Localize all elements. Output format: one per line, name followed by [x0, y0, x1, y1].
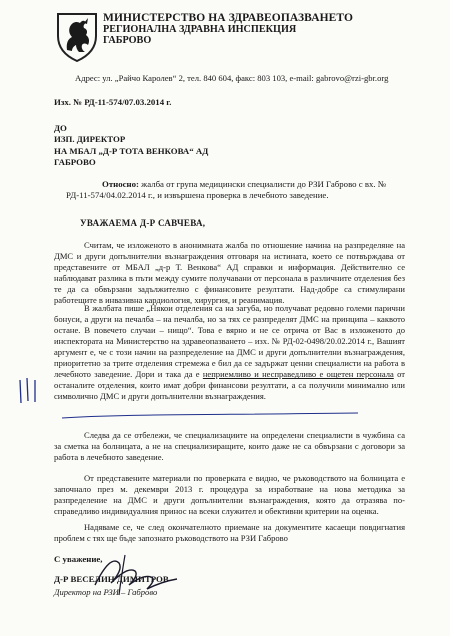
coat-of-arms-icon	[54, 10, 100, 62]
paragraph-1: Считам, че изложеното в анонимната жалба по отношение начина на разпределяне на ДМС и други допълнителни възнаграждения отговаря на истината, което се потвърждава от представените от МБАЛ „д-р Т. Венкова“ АД справки и информация. Действително се наблюдават разлика в пъти между сумите получавани от персонала в различните отделения без те да са обвързани задължително с финансовите резултати. Над-добре са стимулирани работещите в инвазивна кардиология, хирургия, и реанимация.	[54, 240, 405, 306]
subject-label: Относно:	[102, 179, 139, 189]
recipient-block	[54, 123, 208, 169]
address-line: Адрес: ул. „Райчо Каролев“ 2, тел. 840 604, факс: 803 103, e-mail: gabrovo@rzi-gbr.org	[75, 73, 389, 83]
inspection-name: РЕГИОНАЛНА ЗДРАВНА ИНСПЕКЦИЯ	[103, 24, 297, 35]
subject-text: жалба от група медицински специалисти до РЗИ Габрово с вх. № РД-11-574/04.02.2014 г., и извършена проверка в лечебното заведение.	[66, 179, 387, 201]
paragraph-5: Надяваме се, че след окончателното приемане на документите касаещи повдигнатия проблем с тях ще бъде запознато ръководството на РЗИ Габрово	[54, 522, 405, 544]
subject-line	[66, 179, 406, 201]
underlined-phrase: неприемливо и несправедливо е ощетен персонала	[202, 369, 394, 380]
recipient-line-3: НА МБАЛ „Д-Р ТОТА ВЕНКОВА“ АД	[54, 145, 209, 156]
city-name: ГАБРОВО	[103, 35, 152, 46]
paragraph-3: Следва да се отбележи, че специализациите на определени специалисти в чужбина са за сметка на болницата, а не на специализиращите, които даже не са обвързани с договори за работа в лечебното заведение.	[54, 430, 405, 463]
signature-icon	[85, 545, 195, 600]
paragraph-2-start: В жалбата пише „Някои отделения са на загуба, но получават редовно големи парични бонуси, а други на печалба – на печалба, но за тях се разпределят ДМС на принципа – каквото остане. В повечето случаи – нищо“. Това е вярно и не се отрича от Вас в изложеното до инспектората на Министерство на здравеопазването – изх. № РД-02-0498/20.02.2014 г., Вашият аргумент е, че с този начин на разпределение на ДМС и други допълнителни възнаграждения, приоритетно за трите отделения стремежа е бил да се задържат ценни специалисти на работа в лечебното заведение. Дори и така да е	[54, 303, 405, 380]
signer-title: Директор на РЗИ – Габрово	[54, 587, 158, 597]
handwritten-margin-mark	[17, 376, 43, 406]
salutation: УВАЖАЕМА Д-Р САВЧЕВА,	[80, 218, 206, 228]
ministry-name: МИНИСТЕРСТВО НА ЗДРАВЕОПАЗВАНЕТО	[103, 12, 354, 24]
paragraph-4: От представените материали по проверката е видно, че ръководството на болницата е започнало през м. декември 2013 г. процедура за изработване на нова методика за разпределение на ДМС и други допълнителни възнаграждения, която да отразява по-справедливо индивидуалния принос на всеки служител и обективни критерии на оценка.	[54, 473, 405, 517]
recipient-line-4: ГАБРОВО	[54, 157, 96, 168]
handwritten-underline	[60, 411, 360, 421]
reference-number: Изх. № РД-11-574/07.03.2014 г.	[54, 97, 172, 107]
recipient-line-1: ДО	[54, 123, 67, 133]
closing-regards: С уважение,	[54, 554, 103, 564]
letterhead	[103, 13, 353, 46]
recipient-line-2: ИЗП. ДИРЕКТОР	[54, 134, 126, 145]
paragraph-2-end: от останалите отделения, които имат добри финансови резултати, а са получили минимално или символично ДМС и други допълнителни възнаграждения.	[54, 369, 405, 402]
paragraph-2	[54, 303, 405, 402]
signer-name: Д-Р ВЕСЕЛИН ДИМИТРОВ	[54, 574, 169, 584]
